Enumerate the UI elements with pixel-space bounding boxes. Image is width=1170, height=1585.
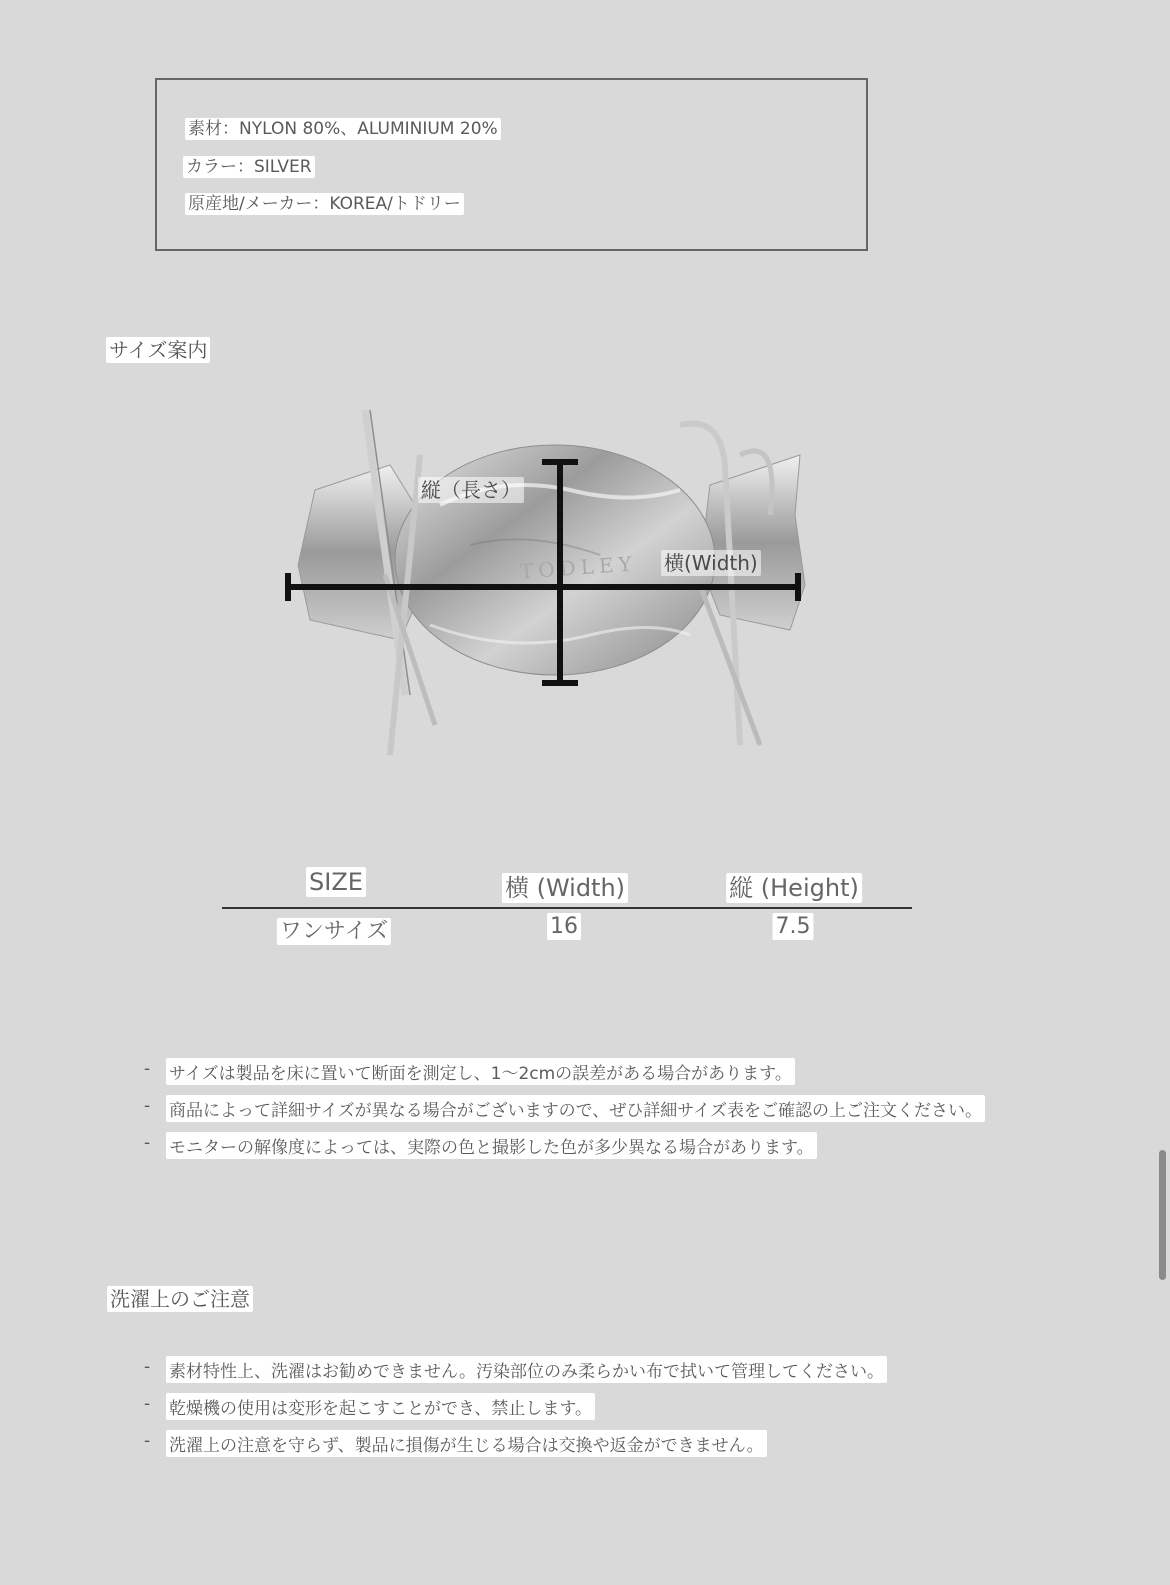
product-logo-text: TODLEY bbox=[519, 551, 638, 584]
spec-material: 素材：NYLON 80%、ALUMINIUM 20% bbox=[185, 114, 501, 139]
scrollbar-thumb[interactable] bbox=[1159, 1150, 1166, 1280]
table-header-row bbox=[222, 862, 912, 909]
product-illustration bbox=[270, 395, 830, 785]
size-guide-heading: サイズ案内 bbox=[106, 334, 210, 363]
spec-color: カラー：SILVER bbox=[183, 152, 315, 177]
bullet-dash: - bbox=[144, 1133, 151, 1153]
bullet-dash: - bbox=[144, 1096, 151, 1116]
bullet-dash: - bbox=[144, 1431, 151, 1451]
column-header-size: SIZE bbox=[306, 868, 366, 896]
product-image bbox=[270, 395, 830, 785]
column-header-height: 縦 (Height) bbox=[726, 868, 862, 903]
cell-width: 16 bbox=[547, 914, 581, 939]
width-dimension-label: 横(Width) bbox=[661, 547, 761, 576]
spec-origin: 原産地/メーカー：KOREA/トドリー bbox=[185, 189, 464, 214]
spec-box bbox=[155, 78, 868, 251]
table-row bbox=[222, 909, 912, 949]
column-header-width: 横 (Width) bbox=[502, 868, 628, 903]
cell-height: 7.5 bbox=[773, 914, 814, 939]
cell-size: ワンサイズ bbox=[277, 914, 391, 945]
bullet-dash: - bbox=[144, 1357, 151, 1377]
bullet-dash: - bbox=[144, 1059, 151, 1079]
size-table bbox=[222, 862, 912, 949]
bullet-dash: - bbox=[144, 1394, 151, 1414]
care-heading: 洗濯上のご注意 bbox=[107, 1283, 253, 1312]
height-dimension-label: 縦（長さ） bbox=[418, 474, 524, 503]
